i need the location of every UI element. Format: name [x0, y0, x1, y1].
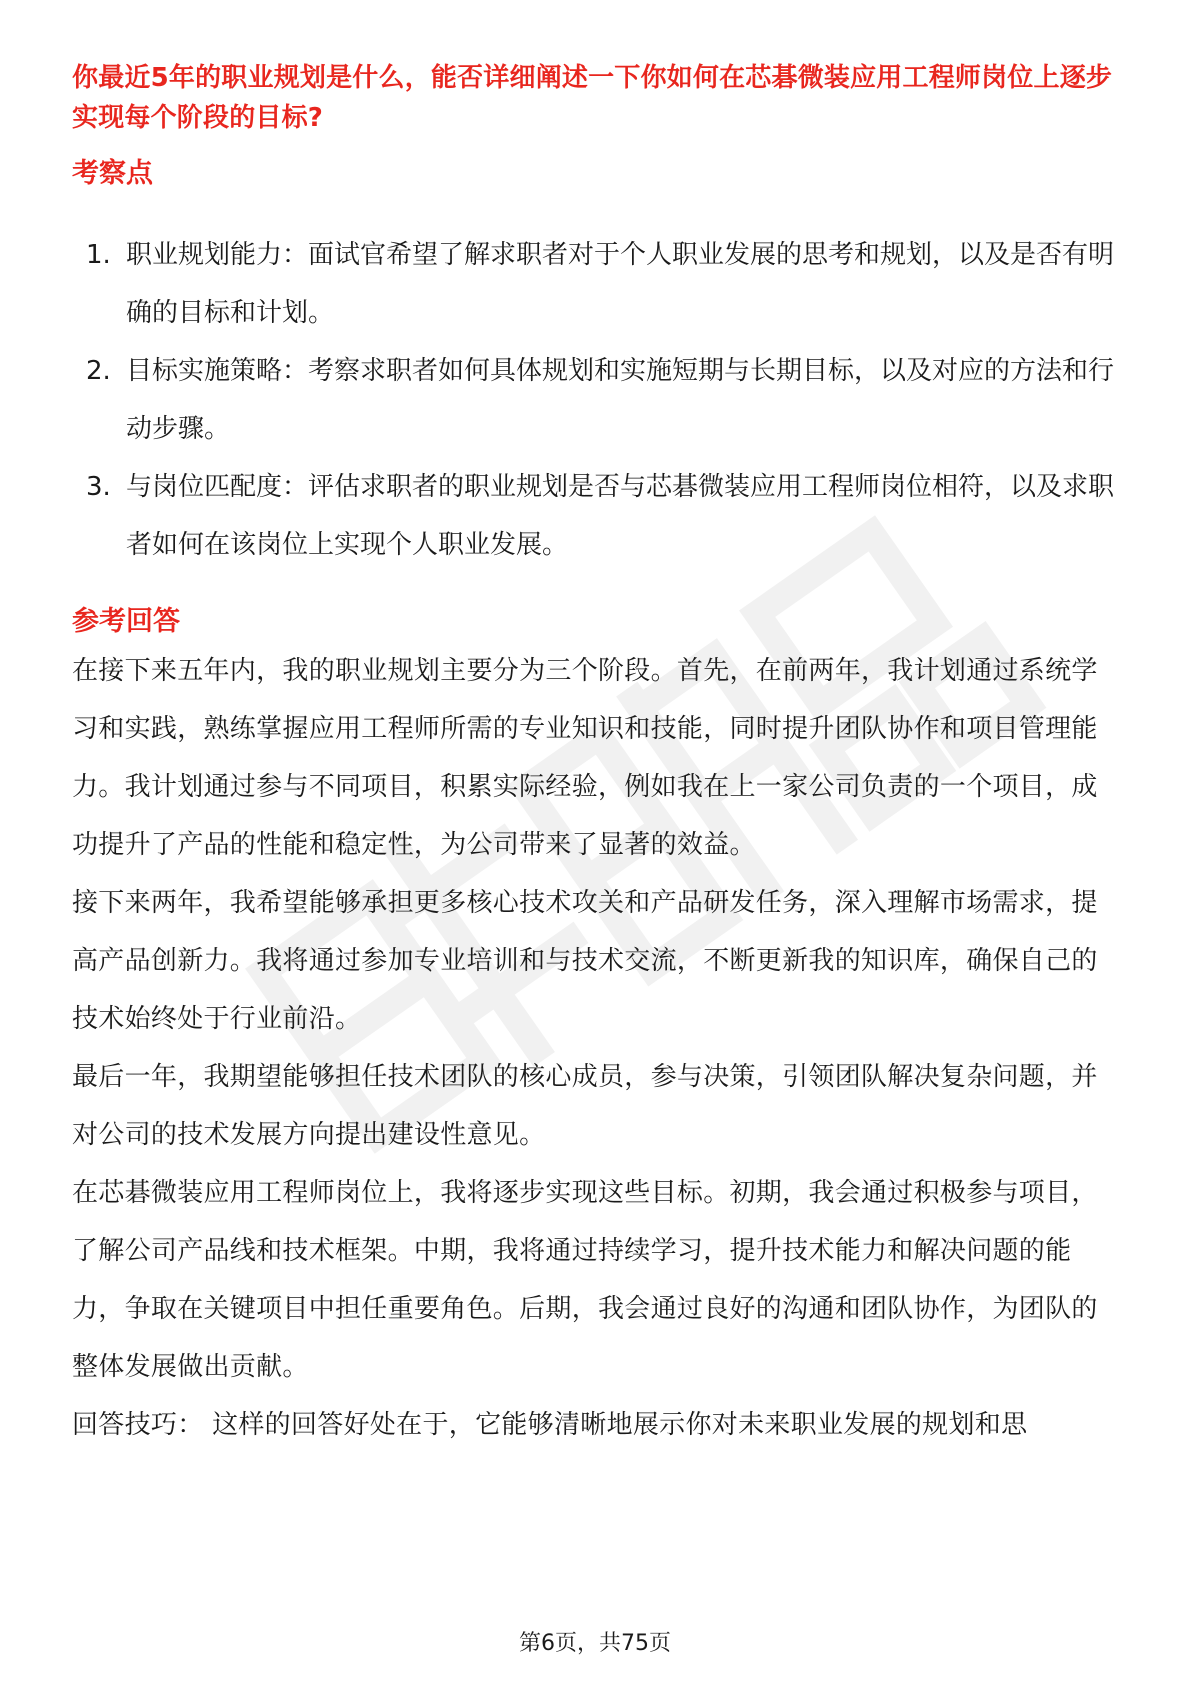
exam-point-text: 与岗位匹配度：评估求职者的职业规划是否与芯碁微装应用工程师岗位相符，以及求职者如何在该岗位上实现个人职业发展。 [126, 472, 1115, 560]
main-content [72, 58, 1122, 1454]
exam-points-list [72, 226, 1122, 574]
answer-paragraph: 在芯碁微装应用工程师岗位上，我将逐步实现这些目标。初期，我会通过积极参与项目，了解公司产品线和技术框架。中期，我将通过持续学习，提升技术能力和解决问题的能力，争取在关键项目中担任重要角色。后期，我会通过良好的沟通和团队协作，为团队的整体发展做出贡献。 [72, 1178, 1098, 1382]
question-title: 你最近5年的职业规划是什么，能否详细阐述一下你如何在芯碁微装应用工程师岗位上逐步实现每个阶段的目标? [72, 63, 1113, 133]
exam-point-item [72, 342, 1122, 458]
answer-paragraph: 最后一年，我期望能够担任技术团队的核心成员，参与决策，引领团队解决复杂问题，并对公司的技术发展方向提出建设性意见。 [72, 1062, 1098, 1150]
answer-paragraph: 在接下来五年内，我的职业规划主要分为三个阶段。首先，在前两年，我计划通过系统学习和实践，熟练掌握应用工程师所需的专业知识和技能，同时提升团队协作和项目管理能力。我计划通过参与不同项目，积累实际经验，例如我在上一家公司负责的一个项目，成功提升了产品的性能和稳定性，为公司带来了显著的效益。 [72, 656, 1098, 860]
exam-point-item [72, 226, 1122, 342]
answer-tips-paragraph: 回答技巧： 这样的回答好处在于，它能够清晰地展示你对未来职业发展的规划和思 [72, 1410, 1028, 1440]
exam-point-number: 1. [86, 240, 111, 270]
exam-point-item [72, 458, 1122, 574]
page-number-footer: 第6页，共75页 [519, 1631, 671, 1656]
exam-points-heading: 考察点 [72, 158, 153, 189]
exam-point-text: 目标实施策略：考察求职者如何具体规划和实施短期与长期目标，以及对应的方法和行动步骤。 [126, 356, 1115, 444]
answer-paragraph: 接下来两年，我希望能够承担更多核心技术攻关和产品研发任务，深入理解市场需求，提高产品创新力。我将通过参加专业培训和与技术交流，不断更新我的知识库，确保自己的技术始终处于行业前沿。 [72, 888, 1098, 1034]
exam-point-number: 2. [86, 356, 111, 386]
reference-answer-heading: 参考回答 [72, 606, 180, 637]
exam-point-text: 职业规划能力：面试官希望了解求职者对于个人职业发展的思考和规划，以及是否有明确的目标和计划。 [126, 240, 1115, 328]
exam-point-number: 3. [86, 472, 111, 502]
